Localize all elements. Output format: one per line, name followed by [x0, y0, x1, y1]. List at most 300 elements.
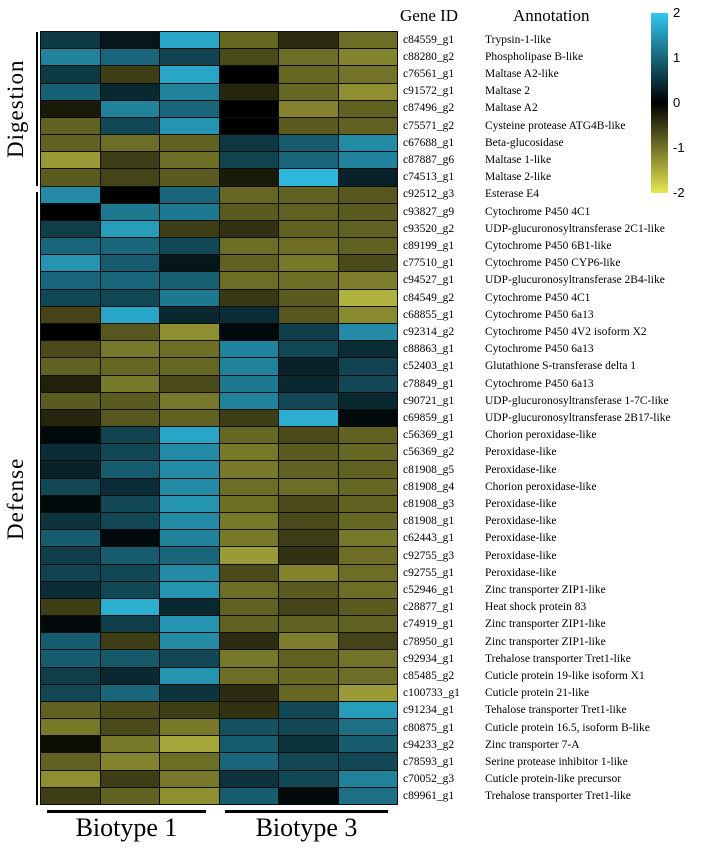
heatmap-cell-r8-c6 [339, 152, 398, 168]
annotation-label: UDP-glucuronosyltransferase 1-7C-like [485, 394, 669, 407]
heatmap-cell-r28-c3 [160, 496, 219, 512]
heatmap-cell-r25-c2 [101, 444, 160, 460]
heatmap-cell-r1-c1 [41, 32, 100, 48]
annotation-label: Beta-glucosidase [485, 136, 564, 149]
heatmap-cell-r2-c3 [160, 49, 219, 65]
heatmap-cell-r18-c5 [279, 324, 338, 340]
heatmap-cell-r38-c6 [339, 668, 398, 684]
heatmap-cell-r45-c5 [279, 788, 338, 804]
heatmap-cell-r40-c6 [339, 702, 398, 718]
heatmap-cell-r15-c5 [279, 272, 338, 288]
gene-id-label: c52946_g1 [403, 583, 455, 596]
gene-id-label: c93827_g9 [403, 205, 455, 218]
heatmap-cell-r26-c5 [279, 461, 338, 477]
heatmap-cell-r32-c3 [160, 565, 219, 581]
heatmap-cell-r27-c1 [41, 479, 100, 495]
heatmap-cell-r17-c4 [220, 307, 279, 323]
heatmap-cell-r35-c3 [160, 616, 219, 632]
annotation-label: Maltase 1-like [485, 153, 552, 166]
heatmap-cell-r30-c1 [41, 530, 100, 546]
gene-id-label: c87887_g6 [403, 153, 455, 166]
heatmap-cell-r24-c5 [279, 427, 338, 443]
heatmap-cell-r31-c1 [41, 547, 100, 563]
gene-id-label: c89199_g1 [403, 239, 455, 252]
heatmap-cell-r19-c2 [101, 341, 160, 357]
heatmap-cell-r21-c3 [160, 376, 219, 392]
heatmap-cell-r40-c3 [160, 702, 219, 718]
heatmap-cell-r32-c4 [220, 565, 279, 581]
heatmap-cell-r41-c6 [339, 719, 398, 735]
heatmap-cell-r15-c4 [220, 272, 279, 288]
annotation-header: Annotation [513, 6, 590, 25]
heatmap-cell-r9-c1 [41, 169, 100, 185]
heatmap-cell-r3-c3 [160, 66, 219, 82]
gene-id-label: c84549_g2 [403, 291, 455, 304]
gene-id-label: c81908_g4 [403, 480, 455, 493]
gene-id-label: c94527_g1 [403, 274, 455, 287]
heatmap-cell-r25-c6 [339, 444, 398, 460]
heatmap-cell-r25-c3 [160, 444, 219, 460]
heatmap-cell-r26-c2 [101, 461, 160, 477]
heatmap-cell-r29-c3 [160, 513, 219, 529]
heatmap-cell-r21-c4 [220, 376, 279, 392]
heatmap-cell-r21-c1 [41, 376, 100, 392]
heatmap-cell-r7-c5 [279, 135, 338, 151]
heatmap-cell-r6-c1 [41, 118, 100, 134]
heatmap-cell-r13-c1 [41, 238, 100, 254]
heatmap-cell-r36-c5 [279, 633, 338, 649]
heatmap-cell-r11-c5 [279, 204, 338, 220]
heatmap-cell-r27-c4 [220, 479, 279, 495]
heatmap-cell-r20-c2 [101, 358, 160, 374]
heatmap-cell-r22-c3 [160, 393, 219, 409]
gene-id-header: Gene ID [400, 6, 459, 25]
annotation-label: Peroxidase-like [485, 515, 557, 528]
annotation-label: Peroxidase-like [485, 549, 557, 562]
gene-id-label: c68855_g1 [403, 308, 455, 321]
heatmap-cell-r35-c4 [220, 616, 279, 632]
gene-id-label: c92512_g3 [403, 188, 455, 201]
heatmap-cell-r44-c3 [160, 771, 219, 787]
annotation-label: Trehalose transporter Tret1-like [485, 790, 631, 803]
heatmap-cell-r42-c2 [101, 736, 160, 752]
heatmap-cell-r38-c1 [41, 668, 100, 684]
heatmap-cell-r22-c6 [339, 393, 398, 409]
annotation-label: Phospholipase B-like [485, 50, 584, 63]
heatmap-cell-r7-c1 [41, 135, 100, 151]
heatmap-cell-r36-c3 [160, 633, 219, 649]
heatmap-cell-r15-c6 [339, 272, 398, 288]
heatmap-cell-r1-c6 [339, 32, 398, 48]
heatmap-cell-r33-c2 [101, 582, 160, 598]
heatmap-cell-r23-c2 [101, 410, 160, 426]
heatmap-cell-r8-c2 [101, 152, 160, 168]
annotation-label: Cytochrome P450 4C1 [485, 205, 591, 218]
heatmap-cell-r36-c1 [41, 633, 100, 649]
gene-id-label: c69859_g1 [403, 411, 455, 424]
heatmap-cell-r22-c1 [41, 393, 100, 409]
heatmap-cell-r37-c3 [160, 650, 219, 666]
heatmap-cell-r1-c3 [160, 32, 219, 48]
colorbar-tick-2: 2 [673, 5, 681, 20]
heatmap-cell-r3-c2 [101, 66, 160, 82]
heatmap-cell-r7-c3 [160, 135, 219, 151]
heatmap-cell-r11-c1 [41, 204, 100, 220]
heatmap-cell-r12-c5 [279, 221, 338, 237]
heatmap-cell-r34-c5 [279, 599, 338, 615]
heatmap-cell-r22-c2 [101, 393, 160, 409]
heatmap-cell-r21-c5 [279, 376, 338, 392]
heatmap-cell-r16-c2 [101, 290, 160, 306]
heatmap-cell-r12-c6 [339, 221, 398, 237]
heatmap-cell-r17-c2 [101, 307, 160, 323]
heatmap-cell-r26-c6 [339, 461, 398, 477]
heatmap-cell-r2-c1 [41, 49, 100, 65]
heatmap-cell-r43-c4 [220, 753, 279, 769]
annotation-label: Trypsin-1-like [485, 33, 552, 46]
heatmap-cell-r45-c4 [220, 788, 279, 804]
annotation-label: Cuticle protein 16.5, isoform B-like [485, 721, 650, 734]
heatmap-cell-r13-c4 [220, 238, 279, 254]
heatmap-cell-r19-c1 [41, 341, 100, 357]
heatmap-cell-r10-c4 [220, 187, 279, 203]
heatmap-cell-r28-c6 [339, 496, 398, 512]
gene-id-label: c74919_g1 [403, 618, 455, 631]
heatmap-cell-r16-c3 [160, 290, 219, 306]
heatmap-cell-r5-c5 [279, 101, 338, 117]
heatmap-cell-r35-c6 [339, 616, 398, 632]
heatmap-cell-r41-c4 [220, 719, 279, 735]
annotation-label: Esterase E4 [485, 188, 539, 201]
annotation-label: Zinc transporter ZIP1-like [485, 618, 606, 631]
heatmap-cell-r29-c5 [279, 513, 338, 529]
heatmap-cell-r26-c1 [41, 461, 100, 477]
heatmap-cell-r23-c5 [279, 410, 338, 426]
heatmap-cell-r13-c5 [279, 238, 338, 254]
heatmap-cell-r40-c2 [101, 702, 160, 718]
annotation-label: Maltase 2-like [485, 171, 552, 184]
heatmap-cell-r29-c6 [339, 513, 398, 529]
gene-id-label: c84559_g1 [403, 33, 455, 46]
gene-id-label: c90721_g1 [403, 394, 455, 407]
heatmap-cell-r6-c4 [220, 118, 279, 134]
heatmap-cell-r43-c6 [339, 753, 398, 769]
heatmap-cell-r8-c5 [279, 152, 338, 168]
heatmap-cell-r33-c5 [279, 582, 338, 598]
heatmap-cell-r19-c6 [339, 341, 398, 357]
heatmap-cell-r42-c6 [339, 736, 398, 752]
annotation-label: Peroxidase-like [485, 463, 557, 476]
annotation-label: Zinc transporter ZIP1-like [485, 635, 606, 648]
heatmap-cell-r1-c5 [279, 32, 338, 48]
heatmap-cell-r12-c4 [220, 221, 279, 237]
annotation-label: Zinc transporter 7-A [485, 738, 580, 751]
heatmap-cell-r27-c3 [160, 479, 219, 495]
gene-id-label: c81908_g3 [403, 497, 455, 510]
annotation-label: Cytochrome P450 4C1 [485, 291, 591, 304]
heatmap-cell-r39-c5 [279, 685, 338, 701]
heatmap-cell-r3-c5 [279, 66, 338, 82]
gene-id-label: c88863_g1 [403, 343, 455, 356]
heatmap-cell-r30-c6 [339, 530, 398, 546]
heatmap-cell-r22-c5 [279, 393, 338, 409]
heatmap-cell-r21-c2 [101, 376, 160, 392]
heatmap-cell-r32-c1 [41, 565, 100, 581]
heatmap-cell-r44-c2 [101, 771, 160, 787]
gene-id-label: c56369_g1 [403, 429, 455, 442]
gene-id-label: c78849_g1 [403, 377, 455, 390]
heatmap-cell-r10-c6 [339, 187, 398, 203]
annotation-label: Tehalose transporter Tret1-like [485, 704, 627, 717]
heatmap-cell-r3-c1 [41, 66, 100, 82]
heatmap-cell-r16-c6 [339, 290, 398, 306]
heatmap-cell-r4-c4 [220, 84, 279, 100]
heatmap-cell-r28-c1 [41, 496, 100, 512]
annotation-label: Serine protease inhibitor 1-like [485, 755, 628, 768]
digestion-bracket-line [36, 32, 38, 186]
annotation-label: Zinc transporter ZIP1-like [485, 583, 606, 596]
annotation-label: Peroxidase-like [485, 446, 557, 459]
heatmap-cell-r15-c2 [101, 272, 160, 288]
heatmap-cell-r42-c5 [279, 736, 338, 752]
gene-id-label: c67688_g1 [403, 136, 455, 149]
heatmap-cell-r9-c3 [160, 169, 219, 185]
annotation-label: Cysteine protease ATG4B-like [485, 119, 626, 132]
heatmap-cell-r43-c2 [101, 753, 160, 769]
colorbar-tick-0: 0 [673, 95, 681, 110]
gene-id-label: c80875_g1 [403, 721, 455, 734]
heatmap-cell-r6-c5 [279, 118, 338, 134]
heatmap-cell-r1-c2 [101, 32, 160, 48]
heatmap-cell-r2-c6 [339, 49, 398, 65]
heatmap-cell-r34-c1 [41, 599, 100, 615]
gene-id-label: c75571_g2 [403, 119, 455, 132]
heatmap-cell-r20-c5 [279, 358, 338, 374]
annotation-label: UDP-glucuronosyltransferase 2B4-like [485, 274, 665, 287]
annotation-label: Peroxidase-like [485, 566, 557, 579]
heatmap-cell-r35-c1 [41, 616, 100, 632]
heatmap-cell-r39-c4 [220, 685, 279, 701]
heatmap-cell-r9-c5 [279, 169, 338, 185]
gene-id-label: c87496_g2 [403, 102, 455, 115]
gene-id-label: c81908_g1 [403, 515, 455, 528]
heatmap-cell-r23-c1 [41, 410, 100, 426]
heatmap-cell-r15-c1 [41, 272, 100, 288]
heatmap-cell-r4-c6 [339, 84, 398, 100]
heatmap-cell-r4-c1 [41, 84, 100, 100]
heatmap-cell-r11-c6 [339, 204, 398, 220]
heatmap-cell-r37-c2 [101, 650, 160, 666]
heatmap-cell-r28-c4 [220, 496, 279, 512]
gene-id-label: c88280_g2 [403, 50, 455, 63]
heatmap-cell-r12-c3 [160, 221, 219, 237]
heatmap-cell-r11-c2 [101, 204, 160, 220]
heatmap-cell-r14-c1 [41, 255, 100, 271]
heatmap-cell-r27-c5 [279, 479, 338, 495]
heatmap-cell-r40-c4 [220, 702, 279, 718]
heatmap-cell-r7-c4 [220, 135, 279, 151]
gene-id-label: c78593_g1 [403, 755, 455, 768]
heatmap-cell-r17-c6 [339, 307, 398, 323]
heatmap-cell-r32-c6 [339, 565, 398, 581]
heatmap-cell-r39-c6 [339, 685, 398, 701]
heatmap-cell-r37-c5 [279, 650, 338, 666]
heatmap-cell-r18-c6 [339, 324, 398, 340]
heatmap-cell-r35-c2 [101, 616, 160, 632]
heatmap-cell-r14-c6 [339, 255, 398, 271]
heatmap-cell-r20-c6 [339, 358, 398, 374]
heatmap-cell-r7-c6 [339, 135, 398, 151]
gene-id-label: c52403_g1 [403, 360, 455, 373]
heatmap-cell-r14-c2 [101, 255, 160, 271]
heatmap-cell-r33-c3 [160, 582, 219, 598]
heatmap-cell-r30-c2 [101, 530, 160, 546]
heatmap-cell-r40-c5 [279, 702, 338, 718]
heatmap-cell-r20-c1 [41, 358, 100, 374]
heatmap-cell-r30-c3 [160, 530, 219, 546]
heatmap-cell-r39-c3 [160, 685, 219, 701]
heatmap-cell-r31-c6 [339, 547, 398, 563]
heatmap-cell-r44-c4 [220, 771, 279, 787]
heatmap-cell-r43-c5 [279, 753, 338, 769]
heatmap-cell-r29-c1 [41, 513, 100, 529]
heatmap-cell-r15-c3 [160, 272, 219, 288]
heatmap-cell-r10-c2 [101, 187, 160, 203]
heatmap-cell-r31-c5 [279, 547, 338, 563]
heatmap-cell-r24-c2 [101, 427, 160, 443]
heatmap-cell-r31-c2 [101, 547, 160, 563]
gene-id-label: c92314_g2 [403, 325, 455, 338]
heatmap-cell-r26-c4 [220, 461, 279, 477]
annotation-label: Cytochrome P450 6a13 [485, 308, 594, 321]
heatmap-cell-r37-c6 [339, 650, 398, 666]
heatmap-cell-r33-c1 [41, 582, 100, 598]
heatmap-cell-r9-c4 [220, 169, 279, 185]
heatmap-cell-r3-c4 [220, 66, 279, 82]
digestion-category-label: Digestion [3, 59, 28, 159]
heatmap-cell-r45-c1 [41, 788, 100, 804]
heatmap-cell-r2-c5 [279, 49, 338, 65]
heatmap-cell-r12-c2 [101, 221, 160, 237]
heatmap-cell-r8-c1 [41, 152, 100, 168]
heatmap-cell-r3-c6 [339, 66, 398, 82]
heatmap-cell-r17-c5 [279, 307, 338, 323]
heatmap-cell-r18-c2 [101, 324, 160, 340]
gene-id-label: c91572_g1 [403, 85, 455, 98]
annotation-label: UDP-glucuronosyltransferase 2C1-like [485, 222, 665, 235]
annotation-label: Cytochrome P450 6a13 [485, 377, 594, 390]
heatmap-cell-r31-c4 [220, 547, 279, 563]
heatmap-cell-r28-c5 [279, 496, 338, 512]
heatmap-cell-r34-c3 [160, 599, 219, 615]
heatmap-cell-r25-c5 [279, 444, 338, 460]
heatmap-cell-r41-c1 [41, 719, 100, 735]
heatmap-cell-r12-c1 [41, 221, 100, 237]
gene-id-label: c92755_g1 [403, 566, 455, 579]
gene-id-label: c70052_g3 [403, 773, 455, 786]
heatmap-cell-r24-c3 [160, 427, 219, 443]
heatmap-cell-r18-c4 [220, 324, 279, 340]
defense-bracket-line [36, 192, 38, 805]
heatmap-cell-r13-c2 [101, 238, 160, 254]
heatmap-cell-r31-c3 [160, 547, 219, 563]
annotation-label: Maltase A2 [485, 102, 538, 115]
biotype1-label: Biotype 1 [75, 813, 178, 842]
heatmap-cell-r16-c4 [220, 290, 279, 306]
heatmap-cell-r35-c5 [279, 616, 338, 632]
annotation-label: Cuticle protein-like precursor [485, 773, 622, 786]
heatmap-cell-r30-c5 [279, 530, 338, 546]
heatmap-cell-r45-c3 [160, 788, 219, 804]
gene-id-label: c28877_g1 [403, 601, 455, 614]
gene-id-column [403, 31, 481, 805]
colorbar-tick-1: 1 [673, 50, 681, 65]
annotation-label: Cuticle protein 21-like [485, 687, 590, 700]
heatmap-cell-r23-c4 [220, 410, 279, 426]
heatmap-cell-r9-c6 [339, 169, 398, 185]
heatmap-cell-r32-c2 [101, 565, 160, 581]
annotation-label: Maltase 2 [485, 85, 531, 98]
gene-id-label: c94233_g2 [403, 738, 455, 751]
heatmap-cell-r19-c5 [279, 341, 338, 357]
heatmap-cell-r42-c4 [220, 736, 279, 752]
heatmap-cell-r43-c3 [160, 753, 219, 769]
heatmap-cell-r10-c1 [41, 187, 100, 203]
heatmap-cell-r45-c2 [101, 788, 160, 804]
heatmap-cell-r41-c3 [160, 719, 219, 735]
heatmap-cell-r25-c4 [220, 444, 279, 460]
annotation-label: Cytochrome P450 6a13 [485, 343, 594, 356]
heatmap-cell-r4-c2 [101, 84, 160, 100]
heatmap-cell-r34-c4 [220, 599, 279, 615]
heatmap-cell-r5-c3 [160, 101, 219, 117]
heatmap-cell-r38-c2 [101, 668, 160, 684]
gene-id-label: c85485_g2 [403, 669, 455, 682]
annotation-label: Cytochrome P450 4V2 isoform X2 [485, 325, 647, 338]
heatmap-cell-r41-c5 [279, 719, 338, 735]
heatmap-cell-r23-c3 [160, 410, 219, 426]
heatmap-cell-r11-c4 [220, 204, 279, 220]
heatmap-cell-r41-c2 [101, 719, 160, 735]
gene-id-label: c78950_g1 [403, 635, 455, 648]
gene-id-label: c81908_g5 [403, 463, 455, 476]
heatmap-cell-r38-c3 [160, 668, 219, 684]
gene-id-label: c74513_g1 [403, 171, 455, 184]
heatmap-cell-r14-c4 [220, 255, 279, 271]
heatmap-cell-r44-c1 [41, 771, 100, 787]
heatmap-cell-r33-c4 [220, 582, 279, 598]
heatmap-cell-r6-c6 [339, 118, 398, 134]
heatmap-cell-r28-c2 [101, 496, 160, 512]
colorbar-tick--1: -1 [673, 140, 685, 155]
heatmap-cell-r25-c1 [41, 444, 100, 460]
expression-heatmap [40, 31, 398, 805]
annotation-label: Heat shock protein 83 [485, 601, 587, 614]
gene-id-label: c56369_g2 [403, 446, 455, 459]
colorbar-tick--2: -2 [673, 185, 685, 200]
heatmap-cell-r5-c4 [220, 101, 279, 117]
annotation-label: Maltase A2-like [485, 67, 559, 80]
heatmap-cell-r13-c3 [160, 238, 219, 254]
annotation-label: Trehalose transporter Tret1-like [485, 652, 631, 665]
heatmap-cell-r8-c3 [160, 152, 219, 168]
heatmap-cell-r2-c2 [101, 49, 160, 65]
gene-id-label: c76561_g1 [403, 67, 455, 80]
annotation-label: Cytochrome P450 CYP6-like [485, 257, 621, 270]
heatmap-cell-r44-c5 [279, 771, 338, 787]
heatmap-cell-r37-c1 [41, 650, 100, 666]
heatmap-cell-r19-c4 [220, 341, 279, 357]
